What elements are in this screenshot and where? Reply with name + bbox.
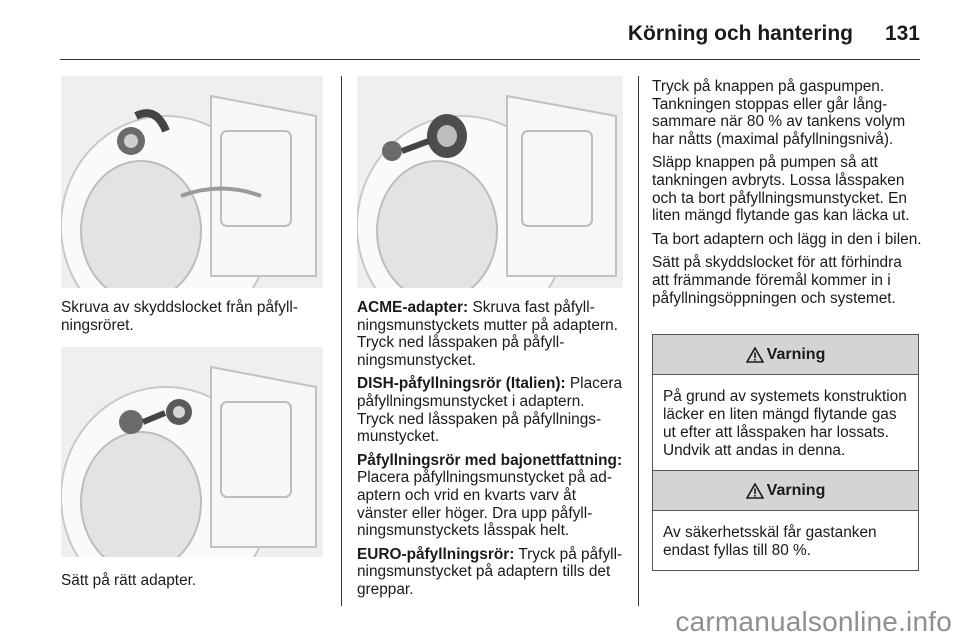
bayonet-text: Placera påfyllningsmunstycket på adaptern och vrid en kvarts varv åt vänster eller höger. Dra upp påfyllningsmunstyckets låsspak helt. (357, 469, 612, 540)
adapter-instructions (357, 299, 623, 605)
dish-label: DISH-påfyllningsrör (Italien): (357, 375, 566, 393)
page-header (0, 0, 960, 62)
illustration-remove-cap (61, 76, 323, 288)
euro-paragraph (357, 546, 623, 599)
dish-paragraph (357, 375, 623, 445)
illustration-fill-nozzle (357, 76, 623, 288)
acme-label: ACME-adapter: (357, 299, 469, 316)
warning-text: Av säkerhetsskäl får gastanken endast fyllas till 80 %. (663, 524, 877, 559)
acme-text: Skruva fast påfyllningsmunstyckets mutter på adaptern. Tryck ned låsspaken på påfyllningsmunstycket. (357, 299, 618, 369)
warning-header (653, 335, 918, 375)
paragraph: Släpp knappen på pumpen så att tankningen avbryts. Lossa låsspaken och ta bort påfyllningsmunstycket. En liten mängd flytande gas kan läcka ut. (652, 154, 910, 225)
warning-box (652, 334, 919, 471)
warning-box (652, 470, 919, 571)
section-title: Körning och hantering (627, 22, 853, 45)
column-divider (341, 76, 342, 606)
paragraph: Ta bort adaptern och lägg in den i bilen. (652, 230, 922, 248)
caption-fit-adapter: Sätt på rätt adapter. (61, 572, 197, 589)
paragraph: Tryck på knappen på gaspumpen. Tankningen stoppas eller går långsammare när 80 % av tankens volym har nåtts (maximal påfyllningsnivå). (652, 78, 906, 148)
euro-text: Tryck på påfyllningsmunstycket på adaptern tills det greppar. (357, 545, 623, 598)
warning-triangle-icon (746, 347, 764, 363)
refuel-instructions (652, 78, 922, 313)
warning-title: Varning (766, 481, 826, 499)
acme-paragraph (357, 299, 623, 369)
warning-triangle-icon (746, 483, 764, 499)
warning-text: På grund av systemets konstruktion läcker en liten mängd flytande gas ut efter att låsspaken har lossats. Undvik att andas in denna. (663, 388, 907, 459)
dish-text: Placera påfyllningsmunstycket i adaptern. Tryck ned låsspaken på påfyllningsmunstycket. (357, 375, 623, 446)
watermark: carmanualsonline.info (675, 606, 952, 637)
header-divider (60, 59, 920, 60)
warning-header (653, 471, 918, 511)
bayonet-label: Påfyllningsrör med bajonettfattning: (357, 451, 623, 469)
caption-remove-cap: Skruva av skyddslocket från påfyllningsröret. (61, 299, 298, 334)
page-number: 131 (884, 22, 920, 45)
paragraph: Sätt på skyddslocket för att förhindra att främmande föremål kommer in i påfyllningsöppningen och systemet. (652, 254, 902, 307)
bayonet-paragraph (357, 452, 623, 540)
euro-label: EURO-påfyllningsrör: (357, 545, 515, 563)
column-divider (638, 76, 639, 606)
illustration-fit-adapter (61, 347, 323, 557)
warning-title: Varning (766, 345, 826, 363)
